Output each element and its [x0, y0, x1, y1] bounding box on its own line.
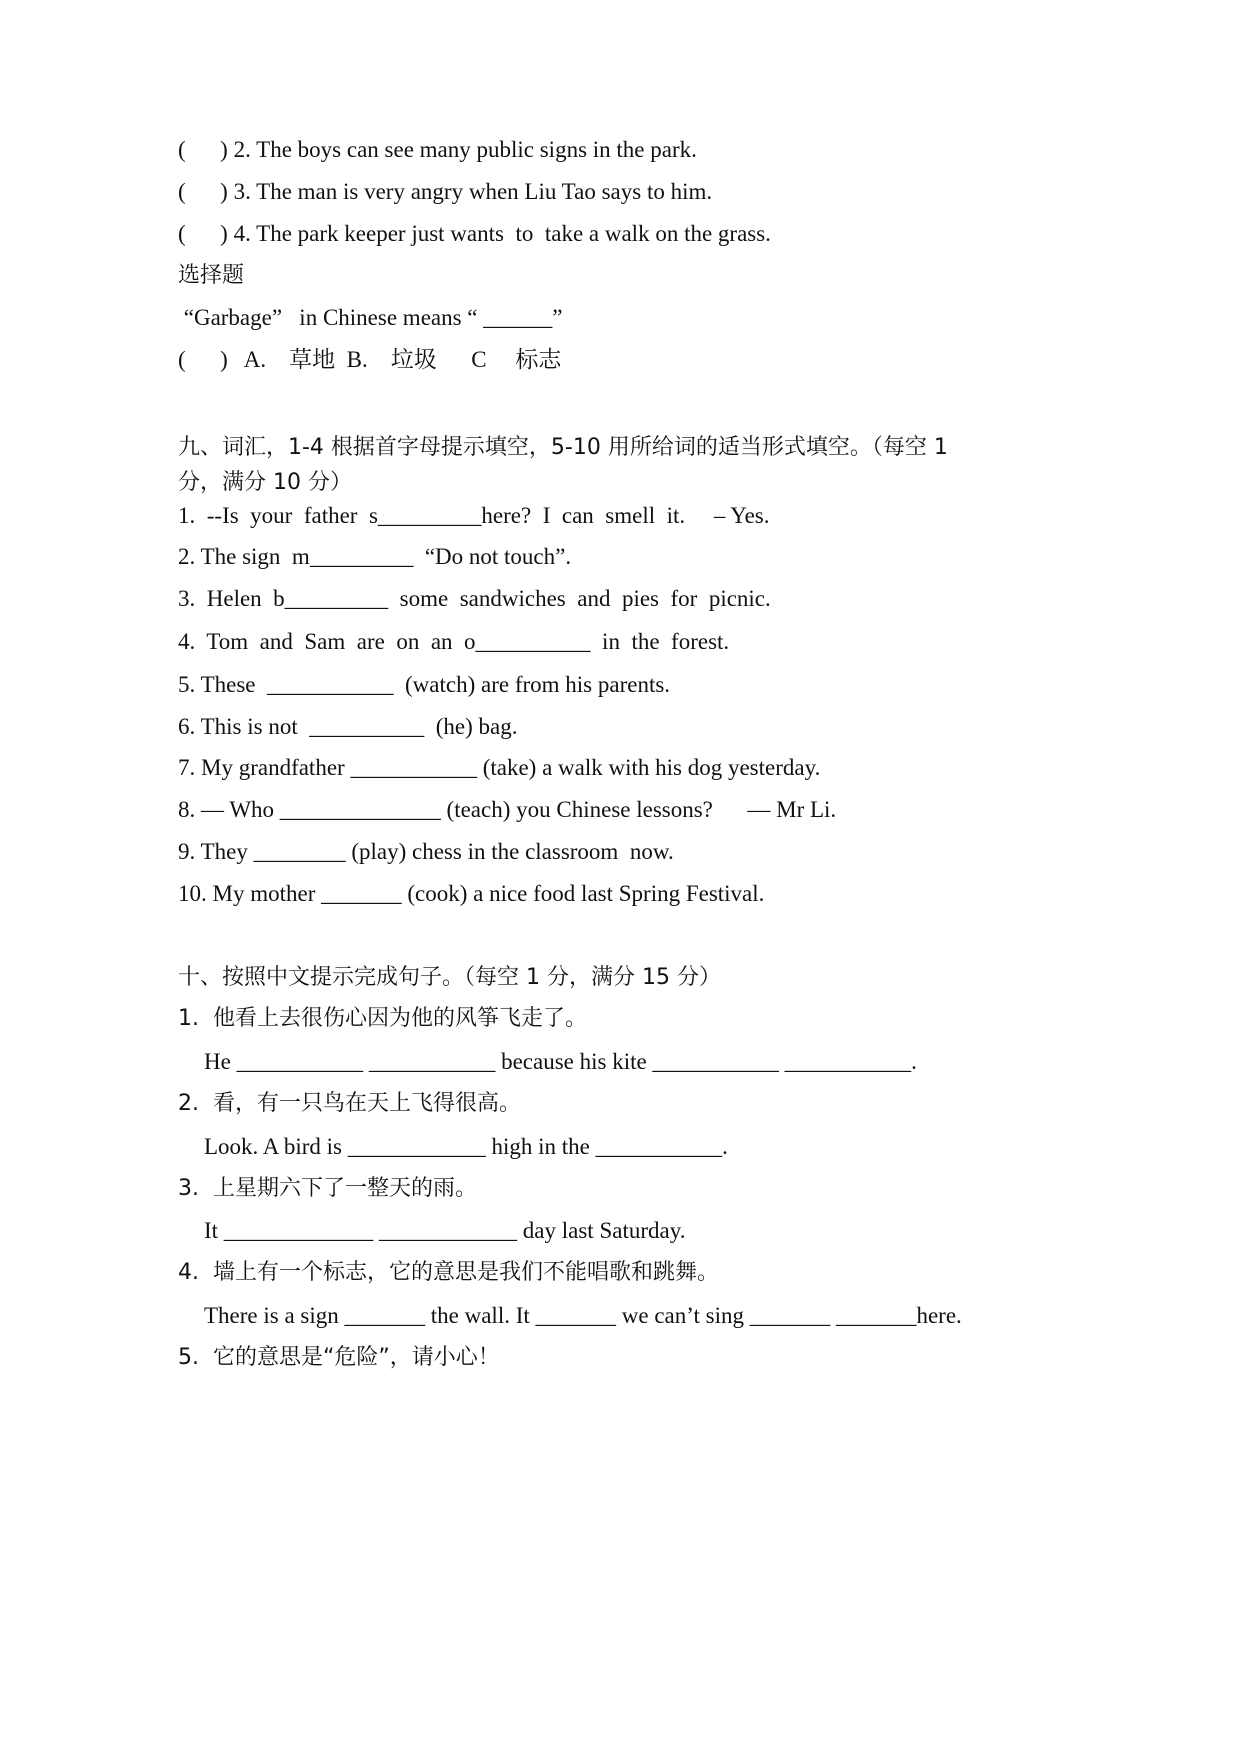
vocab-item-6: 6. This is not __________ (he) bag. — [178, 714, 518, 739]
vocab-item-1: 1. --Is your father s_________here? I can smell it. – Yes. — [178, 503, 770, 528]
sentence-item-1-english: He ___________ ___________ because his kite ___________ ___________. — [204, 1049, 917, 1074]
sentence-item-3-english: It _____________ ____________ day last Saturday. — [204, 1218, 686, 1243]
vocab-item-7: 7. My grandfather ___________ (take) a walk with his dog yesterday. — [178, 755, 821, 780]
vocab-item-10: 10. My mother _______ (cook) a nice food last Spring Festival. — [178, 881, 765, 906]
true-false-item-2: ( ) 2. The boys can see many public signs in the park. — [178, 137, 697, 162]
vocab-item-5: 5. These ___________ (watch) are from his parents. — [178, 672, 671, 697]
section-9-heading-line2: 分，满分 10 分） — [178, 470, 352, 495]
vocab-item-8: 8. — Who ______________ (teach) you Chinese lessons? — Mr Li. — [178, 797, 837, 822]
choice-section-title: 选择题 — [178, 263, 245, 288]
vocab-item-2: 2. The sign m_________ “Do not touch”. — [178, 544, 572, 569]
section-9-heading-line1: 九、词汇，1-4 根据首字母提示填空，5-10 用所给词的适当形式填空。（每空 1 — [178, 435, 948, 460]
vocab-item-4: 4. Tom and Sam are on an o__________ in the forest. — [178, 629, 730, 654]
sentence-item-2-chinese: 2. 看，有一只鸟在天上飞得很高。 — [178, 1091, 521, 1116]
sentence-item-3-chinese: 3. 上星期六下了一整天的雨。 — [178, 1176, 477, 1201]
sentence-item-1-chinese: 1. 他看上去很伤心因为他的风筝飞走了。 — [178, 1006, 587, 1031]
choice-options: ( ) A. 草地 B. 垃圾 C 标志 — [178, 347, 562, 372]
true-false-item-3: ( ) 3. The man is very angry when Liu Tao says to him. — [178, 179, 713, 204]
vocab-item-3: 3. Helen b_________ some sandwiches and pies for picnic. — [178, 586, 771, 611]
sentence-item-5-chinese: 5. 它的意思是“危险”，请小心！ — [178, 1345, 500, 1370]
sentence-item-4-chinese: 4. 墙上有一个标志，它的意思是我们不能唱歌和跳舞。 — [178, 1260, 719, 1285]
sentence-item-2-english: Look. A bird is ____________ high in the ___________. — [204, 1134, 728, 1159]
sentence-item-4-english: There is a sign _______ the wall. It _______ we can’t sing _______ _______here. — [204, 1303, 962, 1328]
section-10-heading: 十、按照中文提示完成句子。（每空 1 分，满分 15 分） — [178, 965, 721, 990]
choice-question: “Garbage” in Chinese means “ ______” — [178, 305, 563, 330]
vocab-item-9: 9. They ________ (play) chess in the classroom now. — [178, 839, 674, 864]
true-false-item-4: ( ) 4. The park keeper just wants to take a walk on the grass. — [178, 221, 771, 246]
